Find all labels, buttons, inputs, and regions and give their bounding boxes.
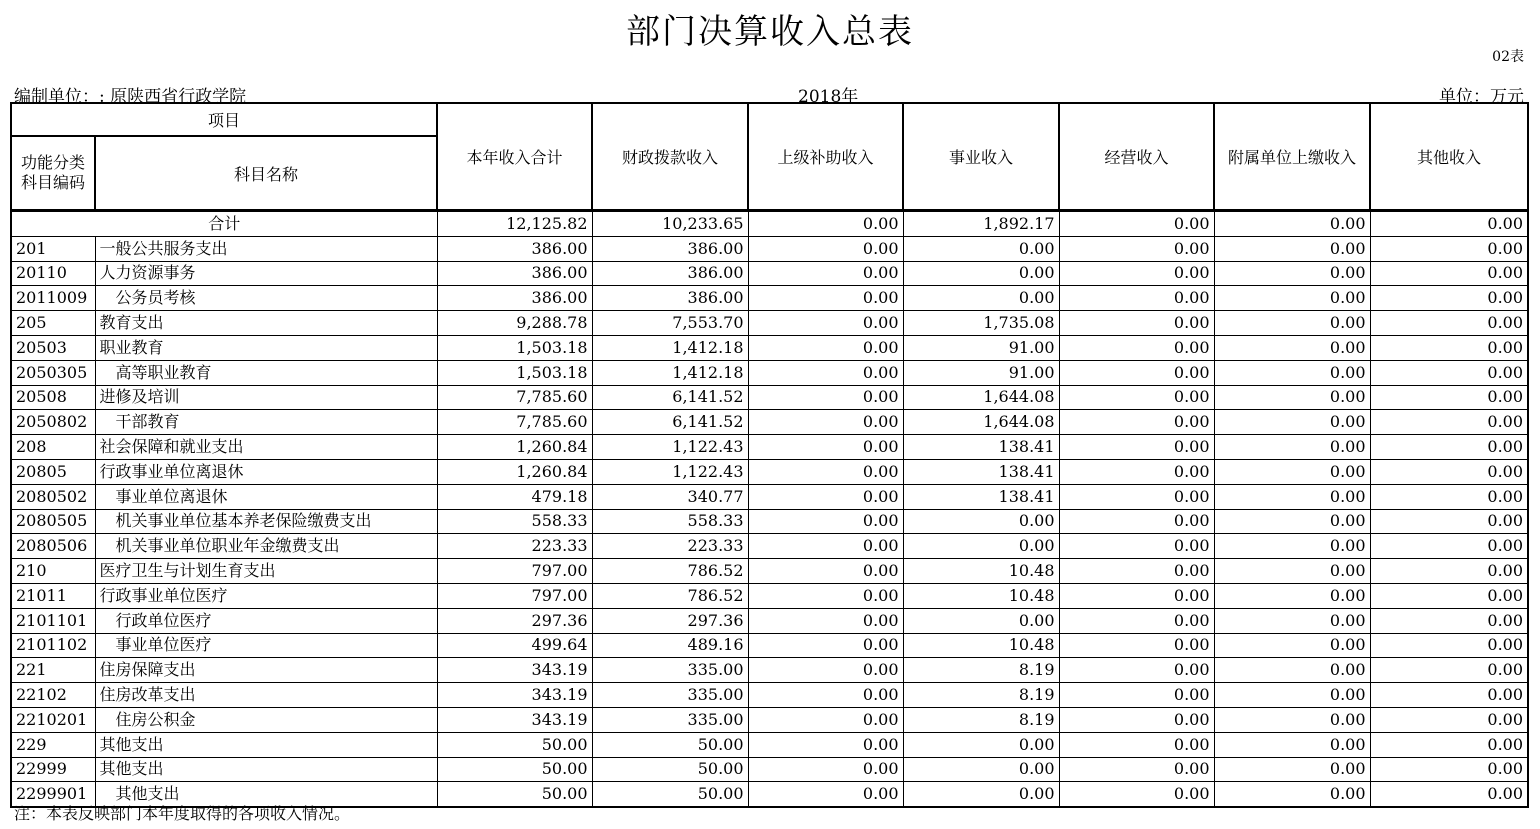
row-value: 7,785.60 [437, 385, 592, 410]
row-code: 201 [11, 236, 95, 261]
row-value: 0.00 [1214, 236, 1370, 261]
row-value: 1,503.18 [437, 360, 592, 385]
fiscal-year: 2018年 [798, 87, 859, 107]
row-value: 343.19 [437, 683, 592, 708]
total-label: 合计 [11, 211, 437, 237]
row-value: 0.00 [1370, 360, 1528, 385]
row-value: 50.00 [437, 782, 592, 807]
row-code: 2080506 [11, 534, 95, 559]
row-value: 6,141.52 [592, 410, 748, 435]
row-value: 0.00 [1214, 757, 1370, 782]
row-value: 0.00 [1214, 633, 1370, 658]
row-code: 221 [11, 658, 95, 683]
row-value: 0.00 [748, 658, 903, 683]
row-value: 0.00 [1214, 608, 1370, 633]
row-value: 0.00 [1370, 782, 1528, 807]
row-value: 1,260.84 [437, 459, 592, 484]
row-value: 10.48 [903, 583, 1059, 608]
row-name: 住房改革支出 [95, 683, 437, 708]
row-code: 2011009 [11, 286, 95, 311]
row-value: 0.00 [748, 236, 903, 261]
row-name: 教育支出 [95, 311, 437, 336]
row-value: 297.36 [437, 608, 592, 633]
row-code: 2299901 [11, 782, 95, 807]
row-name: 干部教育 [95, 410, 437, 435]
row-value: 0.00 [748, 311, 903, 336]
row-value: 0.00 [1059, 683, 1214, 708]
compiling-unit: 编制单位：: 原陕西省行政学院 [14, 87, 247, 107]
row-code: 20805 [11, 459, 95, 484]
row-value: 8.19 [903, 658, 1059, 683]
row-value: 386.00 [592, 236, 748, 261]
row-value: 0.00 [1214, 385, 1370, 410]
row-value: 1,644.08 [903, 385, 1059, 410]
row-value: 0.00 [748, 484, 903, 509]
table-row [11, 534, 1528, 559]
row-value: 0.00 [1214, 261, 1370, 286]
header-col-operating: 经营收入 [1059, 103, 1214, 211]
row-value: 786.52 [592, 583, 748, 608]
total-value: 12,125.82 [437, 211, 592, 237]
total-value: 10,233.65 [592, 211, 748, 237]
row-value: 0.00 [1370, 435, 1528, 460]
row-value: 0.00 [1370, 459, 1528, 484]
row-value: 1,260.84 [437, 435, 592, 460]
row-value: 0.00 [1059, 360, 1214, 385]
header-code-line1: 功能分类 [20, 153, 85, 172]
row-value: 0.00 [1214, 683, 1370, 708]
table-row [11, 335, 1528, 360]
row-value: 7,785.60 [437, 410, 592, 435]
row-value: 50.00 [437, 732, 592, 757]
row-value: 0.00 [748, 286, 903, 311]
row-code: 21011 [11, 583, 95, 608]
header-code [11, 136, 95, 211]
row-value: 91.00 [903, 335, 1059, 360]
row-value: 0.00 [1059, 286, 1214, 311]
row-value: 0.00 [1214, 509, 1370, 534]
table-row [11, 732, 1528, 757]
row-value: 0.00 [748, 261, 903, 286]
row-value: 0.00 [1370, 757, 1528, 782]
table-row [11, 608, 1528, 633]
row-value: 0.00 [1370, 410, 1528, 435]
row-value: 0.00 [1214, 583, 1370, 608]
table-row [11, 757, 1528, 782]
row-value: 0.00 [1059, 633, 1214, 658]
row-value: 797.00 [437, 559, 592, 584]
header-col-other: 其他收入 [1370, 103, 1528, 211]
row-value: 0.00 [1214, 459, 1370, 484]
header-col-business: 事业收入 [903, 103, 1059, 211]
row-value: 0.00 [748, 732, 903, 757]
row-value: 0.00 [748, 782, 903, 807]
row-value: 0.00 [1214, 435, 1370, 460]
sheet-number: 02表 [1492, 49, 1524, 65]
table-row [11, 385, 1528, 410]
row-value: 50.00 [592, 782, 748, 807]
table-row [11, 683, 1528, 708]
row-value: 8.19 [903, 707, 1059, 732]
row-name: 其他支出 [95, 782, 437, 807]
row-value: 0.00 [1370, 707, 1528, 732]
row-name: 事业单位医疗 [95, 633, 437, 658]
row-value: 7,553.70 [592, 311, 748, 336]
row-value: 386.00 [592, 261, 748, 286]
row-name: 一般公共服务支出 [95, 236, 437, 261]
row-value: 0.00 [903, 236, 1059, 261]
row-value: 0.00 [1059, 435, 1214, 460]
row-value: 50.00 [437, 757, 592, 782]
header-col-fiscal: 财政拨款收入 [592, 103, 748, 211]
row-value: 0.00 [1370, 559, 1528, 584]
row-value: 0.00 [1214, 707, 1370, 732]
total-value: 0.00 [748, 211, 903, 237]
row-value: 0.00 [1370, 534, 1528, 559]
row-value: 0.00 [1370, 732, 1528, 757]
header-col-superior-subsidy: 上级补助收入 [748, 103, 903, 211]
row-name: 公务员考核 [95, 286, 437, 311]
row-value: 0.00 [748, 335, 903, 360]
table-row [11, 311, 1528, 336]
row-value: 0.00 [1059, 732, 1214, 757]
row-value: 386.00 [592, 286, 748, 311]
row-code: 2101102 [11, 633, 95, 658]
row-value: 297.36 [592, 608, 748, 633]
header-item: 项目 [11, 103, 437, 136]
header-col-affiliated: 附属单位上缴收入 [1214, 103, 1370, 211]
row-name: 事业单位离退休 [95, 484, 437, 509]
row-value: 0.00 [1214, 559, 1370, 584]
row-value: 0.00 [748, 757, 903, 782]
row-value: 0.00 [748, 410, 903, 435]
row-name: 进修及培训 [95, 385, 437, 410]
row-name: 其他支出 [95, 757, 437, 782]
row-value: 0.00 [903, 534, 1059, 559]
row-value: 0.00 [903, 261, 1059, 286]
table-row [11, 236, 1528, 261]
total-row [11, 211, 1528, 237]
row-code: 208 [11, 435, 95, 460]
row-value: 9,288.78 [437, 311, 592, 336]
row-name: 行政事业单位医疗 [95, 583, 437, 608]
page-title: 部门决算收入总表 [626, 12, 914, 52]
row-value: 0.00 [1059, 311, 1214, 336]
row-code: 2050802 [11, 410, 95, 435]
row-value: 343.19 [437, 658, 592, 683]
row-value: 0.00 [748, 583, 903, 608]
row-value: 335.00 [592, 683, 748, 708]
row-value: 0.00 [1370, 484, 1528, 509]
row-value: 558.33 [592, 509, 748, 534]
row-code: 2210201 [11, 707, 95, 732]
row-code: 210 [11, 559, 95, 584]
row-value: 0.00 [748, 534, 903, 559]
row-name: 行政单位医疗 [95, 608, 437, 633]
row-value: 1,644.08 [903, 410, 1059, 435]
row-value: 0.00 [1059, 583, 1214, 608]
header-col-total: 本年收入合计 [437, 103, 592, 211]
row-value: 0.00 [748, 683, 903, 708]
table-row [11, 583, 1528, 608]
row-value: 0.00 [748, 633, 903, 658]
row-value: 91.00 [903, 360, 1059, 385]
row-value: 223.33 [437, 534, 592, 559]
row-value: 386.00 [437, 236, 592, 261]
row-value: 0.00 [1059, 236, 1214, 261]
total-value: 0.00 [1059, 211, 1214, 237]
row-value: 1,503.18 [437, 335, 592, 360]
row-value: 0.00 [1214, 311, 1370, 336]
table-body [11, 211, 1528, 808]
row-value: 0.00 [748, 509, 903, 534]
row-value: 0.00 [1370, 658, 1528, 683]
header-name: 科目名称 [95, 136, 437, 211]
row-value: 335.00 [592, 707, 748, 732]
row-value: 786.52 [592, 559, 748, 584]
currency-unit: 单位：万元 [1439, 87, 1524, 107]
row-value: 0.00 [1214, 360, 1370, 385]
row-value: 0.00 [1214, 534, 1370, 559]
row-value: 0.00 [1214, 410, 1370, 435]
total-value: 0.00 [1214, 211, 1370, 237]
row-value: 797.00 [437, 583, 592, 608]
income-summary-table [10, 102, 1529, 808]
row-code: 2101101 [11, 608, 95, 633]
row-value: 0.00 [1370, 385, 1528, 410]
row-value: 0.00 [1059, 459, 1214, 484]
row-value: 138.41 [903, 459, 1059, 484]
row-value: 0.00 [1059, 484, 1214, 509]
row-value: 0.00 [1059, 707, 1214, 732]
row-value: 343.19 [437, 707, 592, 732]
row-value: 0.00 [1214, 732, 1370, 757]
table-row [11, 509, 1528, 534]
row-value: 0.00 [1059, 534, 1214, 559]
row-value: 50.00 [592, 757, 748, 782]
row-value: 0.00 [1214, 286, 1370, 311]
row-value: 6,141.52 [592, 385, 748, 410]
row-value: 0.00 [1059, 509, 1214, 534]
row-value: 0.00 [1214, 658, 1370, 683]
row-value: 0.00 [1370, 311, 1528, 336]
table-row [11, 484, 1528, 509]
row-code: 22102 [11, 683, 95, 708]
row-value: 0.00 [1059, 335, 1214, 360]
row-code: 2080505 [11, 509, 95, 534]
table-row [11, 261, 1528, 286]
row-name: 机关事业单位职业年金缴费支出 [95, 534, 437, 559]
row-value: 0.00 [748, 360, 903, 385]
row-value: 335.00 [592, 658, 748, 683]
table-row [11, 559, 1528, 584]
row-code: 20110 [11, 261, 95, 286]
total-value: 0.00 [1370, 211, 1528, 237]
row-value: 0.00 [903, 509, 1059, 534]
table-row [11, 633, 1528, 658]
row-value: 386.00 [437, 261, 592, 286]
row-value: 0.00 [1370, 583, 1528, 608]
row-value: 0.00 [1370, 335, 1528, 360]
row-value: 0.00 [903, 732, 1059, 757]
total-value: 1,892.17 [903, 211, 1059, 237]
row-value: 1,412.18 [592, 360, 748, 385]
row-value: 0.00 [1059, 559, 1214, 584]
row-value: 340.77 [592, 484, 748, 509]
row-name: 高等职业教育 [95, 360, 437, 385]
table-row [11, 360, 1528, 385]
row-name: 社会保障和就业支出 [95, 435, 437, 460]
row-code: 22999 [11, 757, 95, 782]
row-value: 0.00 [1370, 608, 1528, 633]
row-value: 0.00 [1370, 633, 1528, 658]
row-value: 8.19 [903, 683, 1059, 708]
row-value: 0.00 [748, 435, 903, 460]
row-value: 0.00 [1214, 484, 1370, 509]
row-code: 229 [11, 732, 95, 757]
row-name: 医疗卫生与计划生育支出 [95, 559, 437, 584]
row-value: 0.00 [748, 559, 903, 584]
row-value: 0.00 [903, 757, 1059, 782]
row-value: 0.00 [1059, 608, 1214, 633]
table-note: 注：本表反映部门本年度取得的各项收入情况。 [14, 804, 351, 823]
row-value: 0.00 [1059, 410, 1214, 435]
table-row [11, 459, 1528, 484]
row-value: 0.00 [1370, 286, 1528, 311]
row-value: 1,412.18 [592, 335, 748, 360]
row-value: 0.00 [1059, 782, 1214, 807]
row-value: 1,735.08 [903, 311, 1059, 336]
row-name: 职业教育 [95, 335, 437, 360]
table-row [11, 286, 1528, 311]
row-value: 479.18 [437, 484, 592, 509]
row-value: 0.00 [903, 608, 1059, 633]
row-value: 0.00 [1370, 261, 1528, 286]
row-value: 0.00 [1214, 335, 1370, 360]
row-value: 0.00 [1059, 658, 1214, 683]
row-value: 0.00 [1370, 509, 1528, 534]
row-name: 住房公积金 [95, 707, 437, 732]
row-code: 20508 [11, 385, 95, 410]
table-row [11, 435, 1528, 460]
row-value: 1,122.43 [592, 435, 748, 460]
row-value: 50.00 [592, 732, 748, 757]
row-value: 0.00 [748, 385, 903, 410]
row-value: 0.00 [748, 459, 903, 484]
row-value: 386.00 [437, 286, 592, 311]
row-name: 住房保障支出 [95, 658, 437, 683]
row-value: 0.00 [1059, 261, 1214, 286]
row-value: 558.33 [437, 509, 592, 534]
row-value: 0.00 [1059, 385, 1214, 410]
row-code: 2080502 [11, 484, 95, 509]
row-value: 1,122.43 [592, 459, 748, 484]
row-value: 499.64 [437, 633, 592, 658]
table-row [11, 658, 1528, 683]
row-value: 0.00 [1370, 236, 1528, 261]
row-name: 行政事业单位离退休 [95, 459, 437, 484]
row-value: 0.00 [903, 782, 1059, 807]
row-code: 205 [11, 311, 95, 336]
table-row [11, 410, 1528, 435]
row-value: 0.00 [1370, 683, 1528, 708]
row-value: 10.48 [903, 559, 1059, 584]
row-name: 其他支出 [95, 732, 437, 757]
table-row [11, 707, 1528, 732]
row-name: 人力资源事务 [95, 261, 437, 286]
row-code: 2050305 [11, 360, 95, 385]
header-code-line2: 科目编码 [20, 173, 85, 192]
row-name: 机关事业单位基本养老保险缴费支出 [95, 509, 437, 534]
row-value: 138.41 [903, 484, 1059, 509]
row-value: 0.00 [748, 608, 903, 633]
row-value: 138.41 [903, 435, 1059, 460]
row-value: 0.00 [1214, 782, 1370, 807]
row-value: 0.00 [1059, 757, 1214, 782]
row-code: 20503 [11, 335, 95, 360]
row-value: 0.00 [903, 286, 1059, 311]
row-value: 10.48 [903, 633, 1059, 658]
row-value: 489.16 [592, 633, 748, 658]
row-value: 0.00 [748, 707, 903, 732]
row-value: 223.33 [592, 534, 748, 559]
